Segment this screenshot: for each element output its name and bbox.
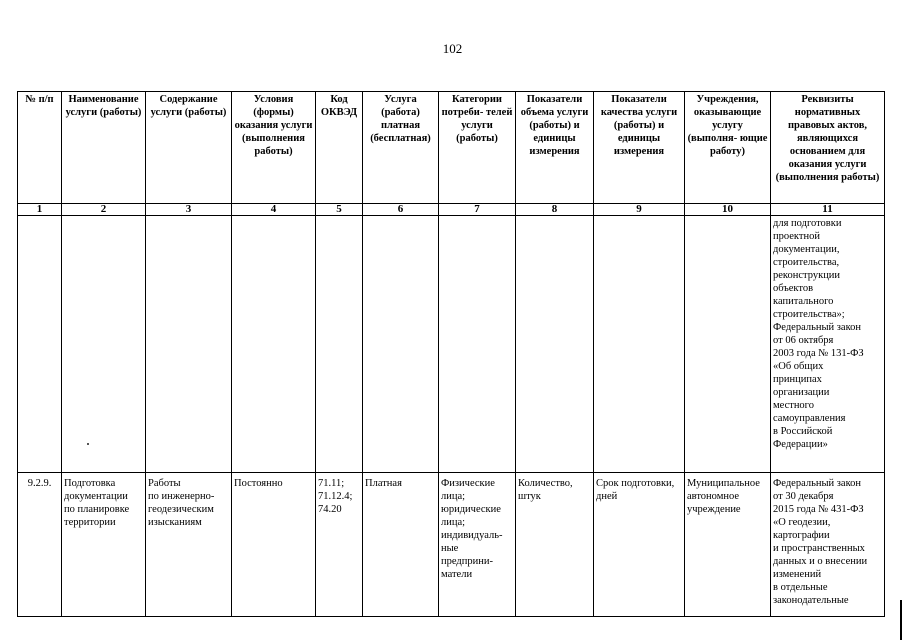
column-number: 5 [316, 204, 363, 216]
empty-cell [18, 216, 62, 473]
header-cell: Учреждения, оказывающие услугу (выполня- ющие работу) [685, 92, 771, 204]
empty-cell [316, 216, 363, 473]
quality-indicators-cell: Срок подготовки, дней [594, 473, 685, 617]
column-number: 2 [62, 204, 146, 216]
header-cell: Показатели объема услуги (работы) и единицы измерения [516, 92, 594, 204]
empty-cell [363, 216, 439, 473]
header-cell: Услуга (работа) платная (бесплатная) [363, 92, 439, 204]
page-number: 102 [442, 41, 463, 56]
volume-indicators-cell: Количество, штук [516, 473, 594, 617]
header-cell: Категории потреби- телей услуги (работы) [439, 92, 516, 204]
header-cell: Содержание услуги (работы) [146, 92, 232, 204]
services-table [17, 91, 885, 617]
column-number: 9 [594, 204, 685, 216]
column-number: 11 [771, 204, 885, 216]
column-number: 3 [146, 204, 232, 216]
consumer-categories-cell: Физические лица; юридические лица; индивидуаль- ные предприни- матели [439, 473, 516, 617]
header-cell: Наименование услуги (работы) [62, 92, 146, 204]
header-cell: Показатели качества услуги (работы) и единицы измерения [594, 92, 685, 204]
empty-cell [685, 216, 771, 473]
empty-cell [594, 216, 685, 473]
column-number-row [18, 204, 885, 216]
header-cell: № п/п [18, 92, 62, 204]
empty-cell [146, 216, 232, 473]
service-content-cell: Работы по инженерно- геодезическим изысканиям [146, 473, 232, 617]
legal-acts-cell: для подготовки проектной документации, строительства, реконструкции объектов капитального строительства»; Федеральный закон от 06 октября 2003 года № 131-ФЗ «Об общих принципах организации местного самоуправления в Российской Федерации» [771, 216, 885, 473]
empty-cell [62, 216, 146, 473]
column-number: 6 [363, 204, 439, 216]
empty-cell [516, 216, 594, 473]
header-cell: Условия (формы) оказания услуги (выполнения работы) [232, 92, 316, 204]
column-number: 7 [439, 204, 516, 216]
table-header-row [18, 92, 885, 204]
empty-cell [232, 216, 316, 473]
okved-code-cell: 71.11; 71.12.4; 74.20 [316, 473, 363, 617]
legal-acts-cell: Федеральный закон от 30 декабря 2015 года № 431-ФЗ «О геодезии, картографии и пространственных данных и о внесении изменений в отдельные законодательные [771, 473, 885, 617]
institution-cell: Муниципальное автономное учреждение [685, 473, 771, 617]
scan-speck [87, 443, 89, 445]
empty-cell [439, 216, 516, 473]
column-number: 1 [18, 204, 62, 216]
service-conditions-cell: Постоянно [232, 473, 316, 617]
table-row-service [18, 473, 885, 617]
column-number: 10 [685, 204, 771, 216]
table-row-continuation [18, 216, 885, 473]
column-number: 4 [232, 204, 316, 216]
scan-edge-mark [900, 600, 902, 640]
column-number: 8 [516, 204, 594, 216]
service-number-cell: 9.2.9. [18, 473, 62, 617]
header-cell: Код ОКВЭД [316, 92, 363, 204]
header-cell: Реквизиты нормативных правовых актов, являющихся основанием для оказания услуги (выполнения работы) [771, 92, 885, 204]
paid-status-cell: Платная [363, 473, 439, 617]
service-name-cell: Подготовка документации по планировке территории [62, 473, 146, 617]
